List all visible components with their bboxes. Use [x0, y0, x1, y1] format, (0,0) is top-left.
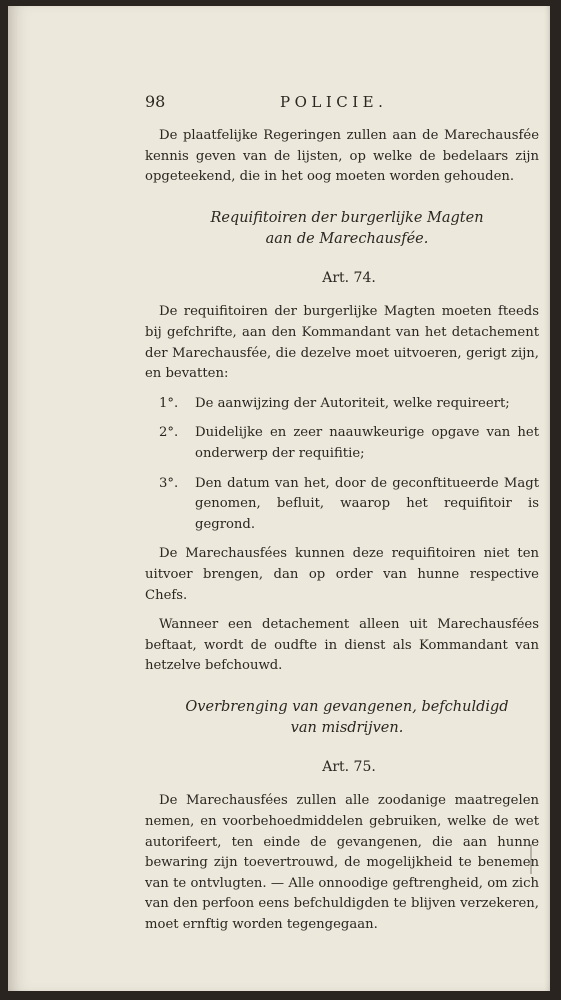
page-number: 98	[145, 92, 166, 111]
list-item	[145, 423, 539, 464]
section-title-overbrenging	[145, 697, 539, 739]
running-title: POLICIE.	[280, 93, 388, 111]
section-title-line: aan de Marechausfée.	[265, 230, 429, 247]
section-title-line: Overbrenging van gevangenen, befchuldigd	[185, 698, 509, 715]
list-number: 2°.	[159, 425, 179, 441]
list-number: 1°.	[159, 395, 179, 411]
article-heading-75: Art. 75.	[322, 758, 376, 775]
article-74-paragraph: Wanneer een detachement alleen uit Marechausfées beftaat, wordt de oudfte in dienst als Kommandant van hetzelve befchouwd.	[145, 617, 539, 674]
text-block	[145, 92, 539, 945]
section-title-line: van misdrijven.	[290, 719, 404, 736]
section-title-requisitoiren	[145, 208, 539, 250]
book-page	[8, 6, 550, 991]
page-edge-mark	[530, 844, 532, 874]
list-number: 3°.	[159, 475, 179, 491]
list-text: Duidelijke en zeer naauwkeurige opgave van het onderwerp der requifitie;	[195, 425, 539, 461]
intro-paragraph: De plaatfelijke Regeringen zullen aan de Marechausfée kennis geven van de lijsten, op welke de bedelaars zijn opgeteekend, die in het oog moeten worden gehouden.	[145, 128, 539, 185]
list-text: De aanwijzing der Autoriteit, welke requireert;	[195, 395, 510, 411]
article-74-paragraph: De Marechausfées kunnen deze requifitoiren niet ten uitvoer brengen, dan op order van hunne respective Chefs.	[145, 546, 539, 603]
section-title-line: Requifitoiren der burgerlijke Magten	[210, 209, 484, 226]
list-item	[145, 394, 539, 415]
list-text: Den datum van het, door de geconftitueerde Magt genomen, befluit, waarop het requifitoir is gegrond.	[195, 475, 539, 532]
article-75-paragraph: De Marechausfées zullen alle zoodanige maatregelen nemen, en voorbehoedmiddelen gebruiken, welke de wet autorifeert, ten einde de gevangenen, die aan hunne bewaring zijn toevertrouwd, de mogelijkheid te benemen van te ontvlugten. — Alle onnoodige geftrengheid, om zich van den perfoon eens befchuldigden te blijven verzekeren, moet ernftig worden tegengegaan.	[145, 793, 539, 933]
article-heading-74: Art. 74.	[322, 269, 376, 286]
article-74-paragraph: De requifitoiren der burgerlijke Magten moeten fteeds bij gefchrifte, aan den Kommandant van het detachement der Marechausfée, die dezelve moet uitvoeren, gerigt zijn, en bevatten:	[145, 304, 539, 382]
running-head	[145, 92, 539, 118]
list-item	[145, 474, 539, 536]
